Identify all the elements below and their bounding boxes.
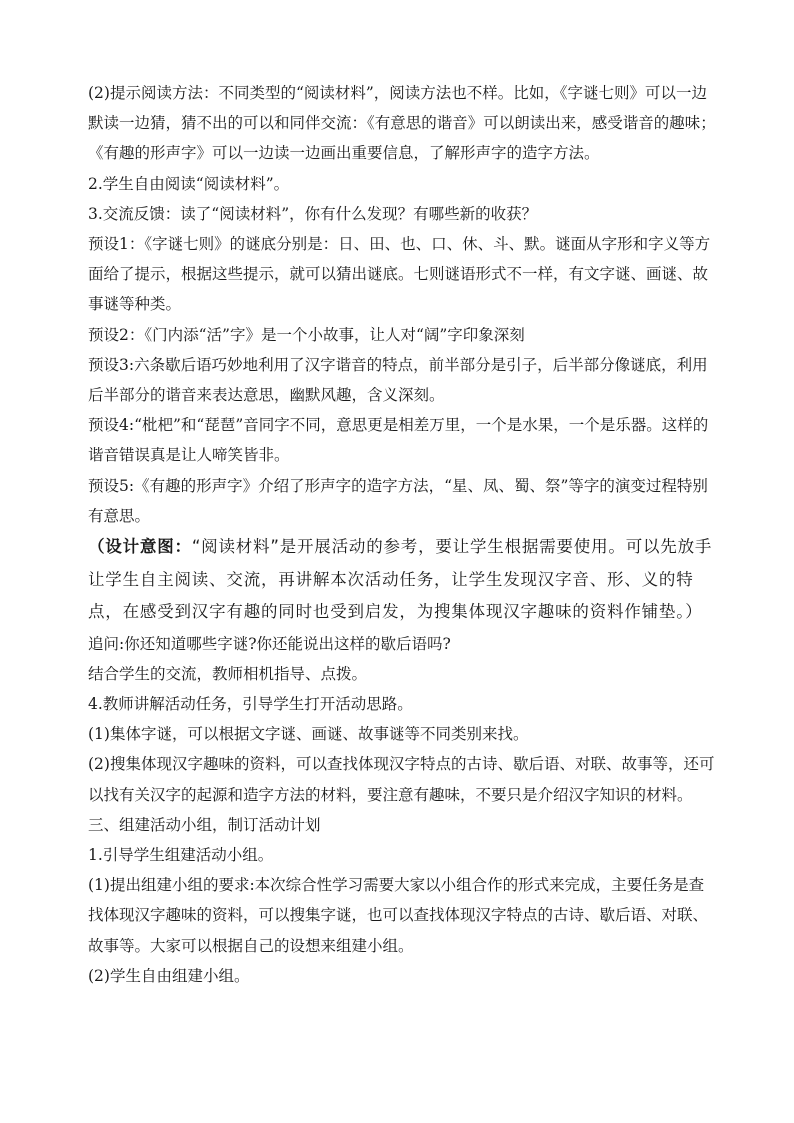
paragraph-free-grouping: (2)学生自由组建小组。 <box>88 966 250 985</box>
paragraph-follow-up-question: 追问:你还知道哪些字谜?你还能说出这样的歇后语吗? <box>88 634 451 653</box>
paragraph-preset-5: 预设5:《有趣的形声字》介绍了形声字的造字方法，“星、凤、蜀、祭”等字的演变过程特别有意思。 <box>88 476 708 525</box>
paragraph-preset-1: 预设1：《字谜七则》的谜底分别是：日、田、也、口、休、斗、默。谜面从字形和字义等方面给了提示，根据这些提示，就可以猜出谜底。七则谜语形式不一样，有文字谜、画谜、故事谜等种类。 <box>88 235 711 314</box>
paragraph-teacher-guidance: 结合学生的交流，教师相机指导、点拨。 <box>88 664 368 683</box>
paragraph-group-requirements: (1)提出组建小组的要求:本次综合性学习需要大家以小组合作的形式来完成，主要任务是查找体现汉字趣味的资料，可以搜集字谜，也可以查找体现汉字特点的古诗、歇后语、对联、故事等。大家可以根据自己的设想来组建小组。 <box>88 876 709 955</box>
paragraph-guide-groups: 1.引导学生组建活动小组。 <box>88 845 274 864</box>
paragraph-feedback: 3.交流反馈：读了“阅读材料”，你有什么发现？有哪些新的收获？ <box>88 204 538 223</box>
design-intent-block <box>88 531 718 629</box>
design-intent-text: “阅读材料”是开展活动的参考，要让学生根据需要使用。可以先放手让学生自主阅读、交流，再讲解本次活动任务，让学生发现汉字音、形、义的特点，在感受到汉字有趣的同时也受到启发，为搜集体现汉字趣味的资料作铺垫。） <box>88 537 713 622</box>
paragraph-preset-4: 预设4:“枇杷”和“琵琶”音同字不同，意思更是相差万里，一个是水果，一个是乐器。这样的谐音错误真是让人啼笑皆非。 <box>88 416 709 465</box>
paragraph-reading-method: (2)提示阅读方法：不同类型的“阅读材料”，阅读方法也不样。比如，《字谜七则》可以一边默读一边猜，猜不出的可以和同伴交流：《有意思的谐音》可以朗读出来，感受谐音的趣味；《有趣的形声字》可以一边读一边画出重要信息，了解形声字的造字方法。 <box>88 84 716 163</box>
paragraph-free-reading: 2.学生自由阅读“阅读材料”。 <box>88 174 290 193</box>
paragraph-preset-3: 预设3:六条歇后语巧妙地利用了汉字谐音的特点，前半部分是引子，后半部分像谜底，利用后半部分的谐音来表达意思，幽默风趣，含义深刻。 <box>88 355 708 405</box>
document-page <box>88 78 718 991</box>
paragraph-activity-task: 4.教师讲解活动任务，引导学生打开活动思路。 <box>88 694 413 713</box>
section-heading-groups: 三、组建活动小组，制订活动计划 <box>88 815 321 834</box>
paragraph-preset-2: 预设2：《门内添“活”字》是一个小故事，让人对“阔”字印象深刻 <box>88 325 525 344</box>
paragraph-collect-riddles: (1)集体字谜，可以根据文字谜、画谜、故事谜等不同类别来找。 <box>88 725 529 744</box>
design-intent-label: （设计意图： <box>88 537 192 557</box>
paragraph-collect-materials: (2)搜集体现汉字趣味的资料，可以查找体现汉字特点的古诗、歇后语、对联、故事等，还可以找有关汉字的起源和造字方法的材料，要注意有趣味，不要只是介绍汉字知识的材料。 <box>88 755 715 804</box>
